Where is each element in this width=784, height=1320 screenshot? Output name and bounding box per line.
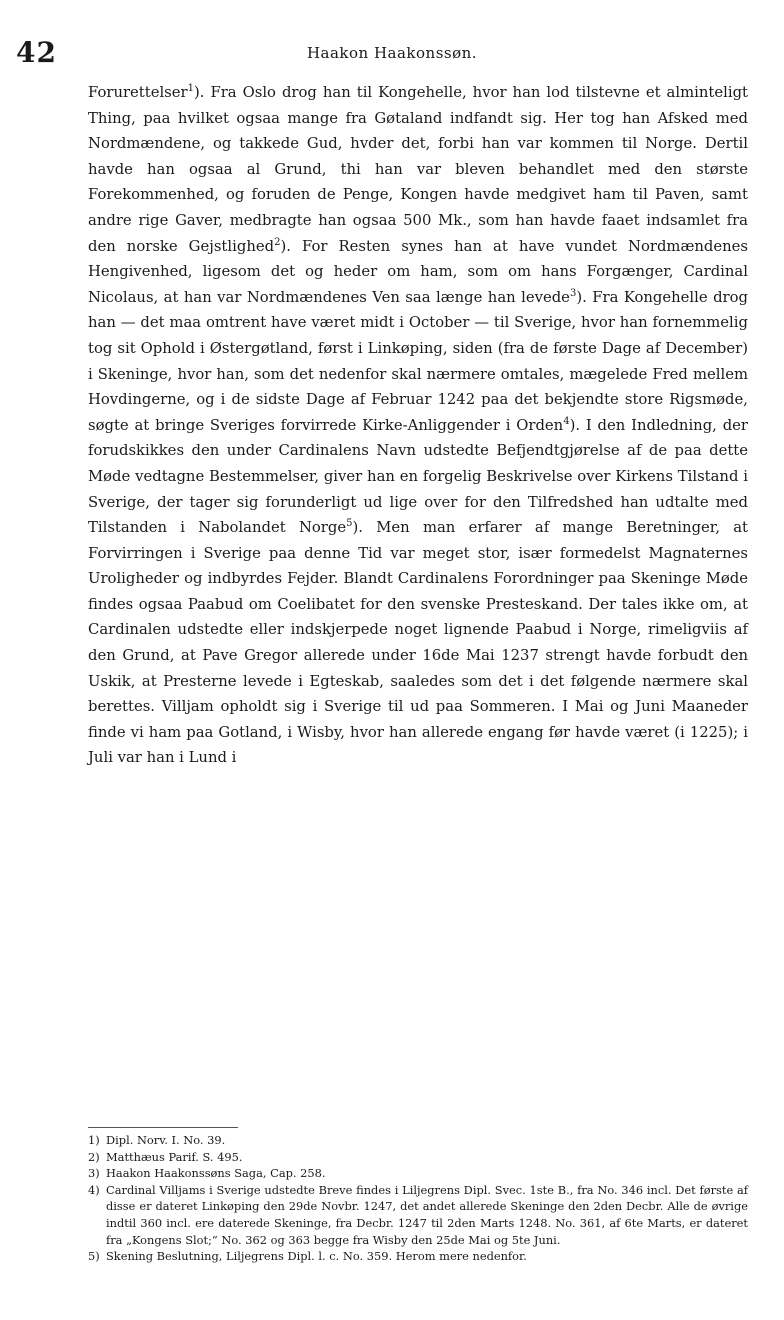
- footnote-marker: 5: [346, 518, 353, 530]
- text-segment: ). Fra Kongehelle drog han — det maa omtrent have været midt i October — til Sverige, hvor han fornemmelig tog sit Ophold i Østergøtland, først i Linkøping, siden (fra de første Dage af December) i Skeninge, hvor han, som det nedenfor skal nærmere omtales, mægelede Fred mellem Hovdingerne, og i de sidste Dage af Februar 1242 paa det bekjendte store Rigsmøde, søgte at bringe Sveriges forvirrede Kirke-Anliggender i Orden: [88, 288, 749, 434]
- footnote-marker: 4: [563, 415, 570, 427]
- page-header: [16, 36, 768, 69]
- footnote: [88, 1165, 748, 1182]
- footnote-marker: 3: [569, 287, 577, 299]
- page-number: 42: [16, 36, 57, 69]
- footnote-number: 2): [88, 1149, 100, 1164]
- footnote-text: Cardinal Villjams i Sverige udstedte Breve findes i Liljegrens Dipl. Svec. 1ste B., fra No. 346 incl. Det første af disse er dateret Linkøping den 29de Novbr. 1247, det andet allerede Skeninge den 2den Decbr. Alle de øvrige indtil 360 incl. ere daterede Skeninge, fra Decbr. 1247 til 2den Marts 1248. No. 361, af 6te Marts, er dateret fra „Kongens Slot;“ No. 362 og 363 begge fra Wisby den 25de Mai og 5te Juni.: [106, 1182, 748, 1247]
- footnote: [88, 1132, 748, 1149]
- footnote-marker: 1: [187, 83, 194, 95]
- footnote: [88, 1248, 748, 1265]
- running-head: Haakon Haakonssøn.: [306, 44, 478, 62]
- text-segment: ). Fra Oslo drog han til Kongehelle, hvor han lod tilstevne et alminteligt Thing, paa hvilket ogsaa mange fra Gøtaland indfandt sig. Her tog han Afsked med Nordmændene, og takkede Gud, hvder det, forbi han var kommen til Norge. Dertil havde han ogsaa al Grund, thi han var bleven behandlet med den største Forekommenhed, og foruden de Penge, Kongen havde medgivet ham til Paven, samt andre rige Gaver, medbragte han ogsaa 500 Mk., som han havde faaet indsamlet fra den norske Gejstlighed: [88, 84, 748, 255]
- footnote-number: 1): [88, 1133, 100, 1147]
- footnote-text: Haakon Haakonssøns Saga, Cap. 258.: [106, 1166, 326, 1181]
- footnote-number: 3): [88, 1166, 100, 1181]
- footnote-text: Skening Beslutning, Liljegrens Dipl. l. c. No. 359. Herom mere nedenfor.: [106, 1249, 527, 1264]
- footnote-text: Matthæus Parif. S. 495.: [106, 1149, 243, 1164]
- footnote-number: 5): [88, 1249, 100, 1264]
- body-paragraph: [88, 80, 748, 771]
- footnote: [88, 1149, 748, 1166]
- text-segment: ). Men man erfarer af mange Beretninger, at Forvirringen i Sverige paa denne Tid var meget stor, især formedelst Magnaternes Uroligheder og indbyrdes Fejder. Blandt Cardinalens Forordninger paa Skeninge Møde findes ogsaa Paabud om Coelibatet for den svenske Presteskand. Der tales ikke om, at Cardinalen udstedte eller indskjerpede noget lignende Paabud i Norge, rimeligviis af den Grund, at Pave Gregor allerede under 16de Mai 1237 strengt havde forbudt den Uskik, at Presterne levede i Egteskab, saaledes som det i det følgende nærmere skal berettes. Villjam opholdt sig i Sverige til ud paa Sommeren. I Mai og Juni Maaneder finde vi ham paa Gotland, i Wisby, hvor han allerede engang før havde været (i 1225); i Juli var han i Lund i: [88, 519, 748, 767]
- footnote-text: Dipl. Norv. I. No. 39.: [106, 1133, 226, 1147]
- footnotes: [88, 1132, 748, 1265]
- text-segment: ). For Resten synes han at have vundet Nordmændenes Hengivenhed, ligesom det og heder om ham, som om hans Forgænger, Cardinal Nicolaus, at han var Nordmændenes Ven saa længe han levede: [88, 237, 748, 306]
- footnote-divider: [88, 1127, 238, 1128]
- footnote-number: 4): [88, 1182, 100, 1197]
- footnote-marker: 2: [274, 236, 281, 248]
- text-segment: ). I den Indledning, der forudskikkes den under Cardinalens Navn udstedte Befjendtgjørelse af de paa dette Møde vedtagne Bestemmelser, giver han en forgelig Beskrivelse over Kirkens Tilstand i Sverige, der tager sig forunderligt ud lige over for den Tilfredshed han udtalte med Tilstanden i Nabolandet Norge: [88, 416, 748, 537]
- body-text: [88, 80, 748, 771]
- text-segment: Forurettelser: [88, 84, 188, 101]
- footnote: [88, 1182, 748, 1248]
